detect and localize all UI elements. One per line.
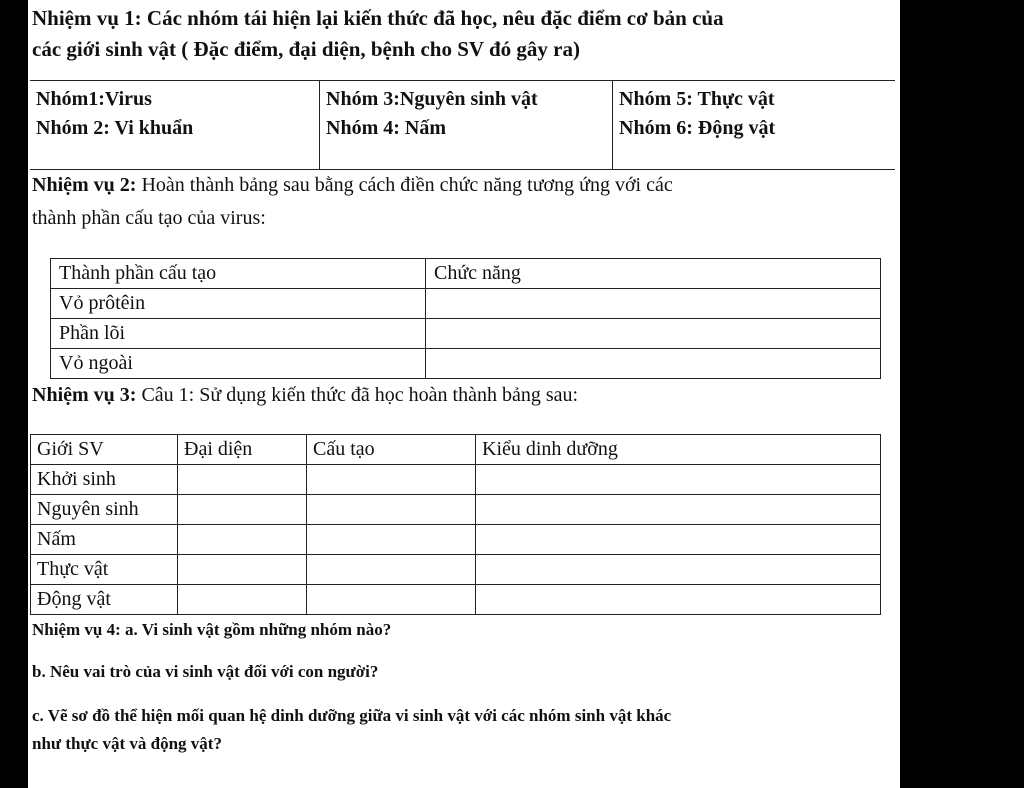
- table-cell-empty: [426, 289, 881, 319]
- task4-question-c-line1: c. Vẽ sơ đồ thể hiện mối quan hệ dinh dưỡng giữa vi sinh vật với các nhóm sinh vật khác: [32, 706, 672, 725]
- group-label: Nhóm 5: Thực vật: [619, 88, 775, 110]
- virus-structure-table: [50, 258, 881, 379]
- table-cell-empty: [426, 319, 881, 349]
- table-cell: Phần lõi: [51, 319, 426, 349]
- table-row: [31, 495, 881, 525]
- table-cell-empty: [307, 495, 476, 525]
- table-cell: Động vật: [31, 585, 178, 615]
- group-label: Nhóm 4: Nấm: [326, 117, 446, 139]
- task4-question-b: b. Nêu vai trò của vi sinh vật đối với con người?: [32, 662, 379, 681]
- table-cell-empty: [178, 465, 307, 495]
- table-header-cell: Kiểu dinh dưỡng: [476, 435, 881, 465]
- document-page: [28, 0, 900, 788]
- task3-text: Câu 1: Sử dụng kiến thức đã học hoàn thành bảng sau:: [136, 384, 579, 406]
- table-cell-empty: [476, 555, 881, 585]
- table-header-cell: Giới SV: [31, 435, 178, 465]
- table-cell-empty: [178, 525, 307, 555]
- table-cell: Vỏ prôtêin: [51, 289, 426, 319]
- table-cell-empty: [307, 555, 476, 585]
- groups-cell: [320, 81, 613, 170]
- task2-line1: [32, 174, 673, 197]
- group-label: Nhóm 3:Nguyên sinh vật: [326, 88, 538, 110]
- table-cell-empty: [476, 465, 881, 495]
- table-cell: Khởi sinh: [31, 465, 178, 495]
- group-label: Nhóm 2: Vi khuẩn: [36, 117, 194, 139]
- group-label: Nhóm 6: Động vật: [619, 117, 776, 139]
- task3-label: Nhiệm vụ 3:: [32, 384, 137, 406]
- task4-question-a: Nhiệm vụ 4: a. Vi sinh vật gồm những nhóm nào?: [32, 620, 392, 639]
- table-cell-empty: [178, 555, 307, 585]
- groups-cell: [30, 81, 320, 170]
- table-row: [31, 465, 881, 495]
- table-cell: Vỏ ngoài: [51, 349, 426, 379]
- task3-line: [32, 384, 578, 407]
- table-cell-empty: [476, 495, 881, 525]
- task1-title-line2: các giới sinh vật ( Đặc điểm, đại diện, bệnh cho SV đó gây ra): [32, 37, 580, 61]
- table-row: [51, 349, 881, 379]
- table-row: [31, 525, 881, 555]
- table-cell-empty: [307, 585, 476, 615]
- table-row: [51, 289, 881, 319]
- task2-label: Nhiệm vụ 2:: [32, 174, 137, 196]
- table-row: [51, 319, 881, 349]
- table-row: [31, 585, 881, 615]
- table-cell-empty: [476, 585, 881, 615]
- task4-question-c-line2: như thực vật và động vật?: [32, 734, 222, 753]
- table-header-cell: Chức năng: [426, 259, 881, 289]
- table-cell: Nguyên sinh: [31, 495, 178, 525]
- table-cell-empty: [426, 349, 881, 379]
- table-cell: Nấm: [31, 525, 178, 555]
- table-header-cell: Đại diện: [178, 435, 307, 465]
- groups-table: [30, 80, 895, 170]
- table-header-cell: Cấu tạo: [307, 435, 476, 465]
- task1-title-line1: Nhiệm vụ 1: Các nhóm tái hiện lại kiến thức đã học, nêu đặc điểm cơ bản của: [32, 6, 724, 30]
- groups-cell: [613, 81, 896, 170]
- table-row: [31, 555, 881, 585]
- task2-line2: thành phần cấu tạo của virus:: [32, 207, 266, 229]
- table-cell: Thực vật: [31, 555, 178, 585]
- table-cell-empty: [178, 495, 307, 525]
- table-header-cell: Thành phần cấu tạo: [51, 259, 426, 289]
- group-label: Nhóm1:Virus: [36, 88, 152, 110]
- task2-text: Hoàn thành bảng sau bằng cách điền chức năng tương ứng với các: [136, 174, 673, 196]
- kingdoms-table: [30, 434, 881, 615]
- table-cell-empty: [307, 525, 476, 555]
- table-cell-empty: [178, 585, 307, 615]
- table-cell-empty: [307, 465, 476, 495]
- table-cell-empty: [476, 525, 881, 555]
